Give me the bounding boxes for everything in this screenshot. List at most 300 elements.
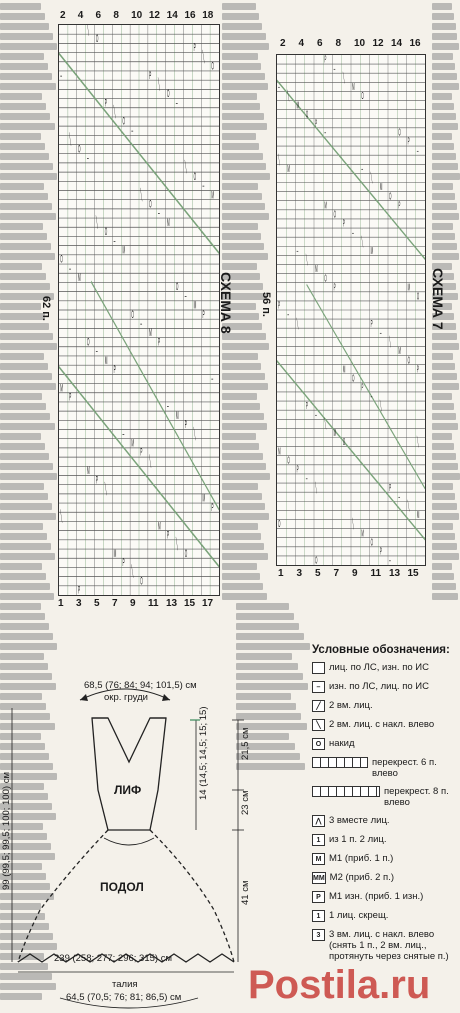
stitch-symbol: ╲	[86, 25, 89, 36]
legend-symbol-icon	[312, 757, 368, 768]
legend-label: 3 вм. лиц. с накл. влево (снять 1 п., 2 вм. лиц., протянуть через снятые п.)	[329, 929, 449, 962]
text-line	[0, 653, 44, 660]
row-number: 6	[95, 10, 102, 21]
stitch-symbol: O	[305, 107, 309, 121]
text-line	[432, 453, 456, 460]
row-number: 18	[202, 10, 214, 21]
text-line	[222, 423, 267, 430]
stitch-symbol: M	[149, 325, 152, 339]
row-number: 14	[391, 38, 403, 49]
legend-item	[312, 910, 458, 922]
stitch-symbol: –	[211, 371, 214, 385]
stitch-symbol: ╲	[352, 517, 354, 530]
scheme7-chart	[276, 54, 426, 566]
text-line	[432, 473, 460, 480]
stitch-symbol: P	[333, 280, 336, 294]
bodice-label: ЛИФ	[114, 783, 142, 797]
legend-symbol-icon	[312, 786, 380, 797]
text-line	[222, 493, 262, 500]
text-line	[432, 83, 459, 90]
stitch-symbol: M	[166, 214, 170, 229]
text-line	[0, 163, 53, 170]
text-line	[0, 493, 48, 500]
legend-label: M1 изн. (приб. 1 изн.)	[329, 891, 424, 902]
stitch-symbol: –	[113, 233, 116, 247]
text-line	[0, 613, 45, 620]
stitch-symbol: ╲	[278, 153, 280, 166]
row-number: 3	[76, 598, 82, 609]
legend-symbol-icon: M	[312, 853, 325, 865]
stitch-symbol: M	[407, 280, 411, 294]
text-line	[222, 433, 256, 440]
text-line	[0, 513, 56, 520]
text-line	[432, 103, 454, 110]
row-number: 15	[184, 598, 196, 609]
text-line	[0, 533, 47, 540]
legend-symbol-icon: P	[312, 891, 325, 903]
stitch-symbol: ╲	[140, 187, 143, 202]
text-line	[236, 643, 310, 650]
text-line	[432, 363, 455, 370]
row-number: 8	[113, 10, 119, 21]
text-line	[432, 93, 452, 100]
text-line	[0, 73, 52, 80]
stitch-symbol: M	[193, 297, 197, 312]
height-mid: 23 см	[240, 790, 251, 815]
stitch-symbol: M	[122, 242, 126, 257]
legend-items	[312, 662, 458, 962]
stitch-symbol: P	[202, 306, 205, 321]
legend-item	[312, 834, 458, 846]
text-line	[0, 133, 41, 140]
text-line	[0, 353, 44, 360]
stitch-symbol: P	[184, 417, 187, 431]
stitch-symbol: P	[407, 135, 410, 148]
text-line	[222, 153, 263, 160]
text-line	[222, 133, 256, 140]
stitch-symbol: P	[78, 582, 81, 595]
stitch-symbol: O	[104, 224, 108, 238]
stitch-symbol: –	[86, 150, 89, 165]
text-line	[222, 563, 257, 570]
stitch-symbol: O	[324, 271, 327, 285]
stitch-symbol: P	[193, 40, 196, 54]
stitch-symbol: P	[166, 527, 170, 542]
text-line	[0, 213, 56, 220]
text-line	[222, 483, 258, 490]
row-number: 7	[333, 568, 340, 579]
text-line	[222, 113, 264, 120]
stitch-symbol: M	[324, 198, 327, 212]
text-line	[236, 603, 289, 610]
text-line	[0, 523, 43, 530]
text-line	[432, 413, 456, 420]
stitch-symbol: O	[211, 58, 214, 73]
text-line	[0, 643, 57, 650]
text-line	[222, 93, 257, 100]
legend-label: 2 вм. лиц.	[329, 700, 373, 711]
waist-label: талия	[112, 979, 138, 990]
text-line	[222, 583, 263, 590]
text-line	[222, 353, 258, 360]
stitch-symbol: –	[324, 126, 327, 139]
text-line	[0, 393, 42, 400]
stitch-symbol: O	[78, 141, 81, 156]
row-number: 4	[298, 38, 305, 49]
stitch-symbol: ╲	[305, 253, 308, 266]
stitch-symbol: –	[398, 490, 401, 503]
stitch-symbol: M	[416, 508, 420, 521]
text-line	[222, 453, 263, 460]
row-number: 15	[407, 568, 419, 579]
stitch-symbol: ╲	[184, 159, 187, 174]
legend-label: из 1 п. 2 лиц.	[329, 834, 387, 845]
text-line	[0, 173, 57, 180]
row-number: 6	[317, 38, 323, 49]
text-line	[222, 503, 265, 510]
text-line	[222, 193, 262, 200]
text-line	[222, 253, 268, 260]
stitch-symbol: ╲	[342, 71, 345, 84]
text-line	[432, 333, 457, 340]
stitch-symbol: –	[122, 426, 125, 441]
height-bodice: 21,5 см	[240, 727, 251, 760]
stitch-symbol: –	[315, 408, 317, 421]
legend-symbol-icon: –	[312, 681, 325, 693]
text-line	[432, 63, 455, 70]
stitch-symbol: P	[140, 444, 143, 459]
text-line	[432, 563, 452, 570]
stitch-symbol: O	[361, 89, 364, 102]
text-line	[0, 583, 50, 590]
text-line	[222, 243, 264, 250]
text-line	[0, 553, 55, 560]
stitch-symbol: –	[140, 316, 143, 330]
legend-label: изн. по ЛС, лиц. по ИС	[329, 681, 429, 692]
text-line	[0, 23, 49, 30]
text-line	[0, 453, 49, 460]
legend-item	[312, 738, 458, 750]
text-line	[432, 23, 456, 30]
stitch-symbol: O	[342, 435, 346, 448]
text-line	[222, 543, 264, 550]
row-number: 16	[184, 10, 196, 21]
legend-item	[312, 815, 458, 827]
text-line	[432, 113, 456, 120]
text-line	[0, 633, 53, 640]
row-number: 2	[280, 38, 286, 49]
stitch-symbol: P	[379, 545, 382, 558]
stitch-symbol: M	[315, 262, 318, 275]
stitch-symbol: ╲	[202, 49, 205, 64]
stitch-symbol: –	[202, 178, 205, 192]
legend-symbol-icon: O	[312, 738, 325, 750]
stitch-symbol: O	[352, 371, 355, 385]
scheme8-chart	[58, 24, 220, 596]
stitch-symbol: P	[305, 399, 308, 412]
row-number: 17	[202, 598, 214, 609]
text-line	[432, 503, 457, 510]
text-line	[432, 343, 459, 350]
text-line	[0, 363, 48, 370]
hem-measure: 239 (258; 277; 296; 315) см	[54, 953, 172, 964]
row-number: 9	[352, 568, 358, 579]
text-line	[0, 273, 46, 280]
text-line	[222, 443, 259, 450]
text-line	[0, 323, 49, 330]
text-line	[222, 523, 258, 530]
text-line	[0, 503, 52, 510]
legend-symbol-icon: ╲	[312, 719, 325, 731]
stitch-symbol: M	[175, 408, 179, 422]
text-line	[222, 593, 267, 600]
text-line	[432, 543, 457, 550]
stitch-symbol: M	[287, 162, 290, 175]
stitch-symbol: O	[398, 126, 401, 139]
stitch-symbol: –	[95, 343, 98, 358]
stitch-symbol: –	[416, 144, 419, 157]
text-line	[0, 673, 52, 680]
text-line	[0, 443, 45, 450]
row-number: 12	[148, 10, 160, 21]
bodice-width: 14 (14,5; 14,5; 15; 15)	[198, 706, 209, 800]
legend-item	[312, 700, 458, 712]
stitch-symbol: P	[95, 472, 98, 487]
text-line	[432, 213, 459, 220]
text-line	[0, 603, 41, 610]
text-line	[432, 73, 457, 80]
text-line	[222, 23, 262, 30]
text-line	[432, 233, 455, 240]
text-line	[432, 593, 458, 600]
legend-label: 2 вм. лиц. с накл. влево	[329, 719, 435, 730]
stitch-symbol: O	[122, 113, 125, 128]
text-line	[222, 513, 269, 520]
text-line	[0, 203, 52, 210]
text-line	[0, 93, 42, 100]
text-line	[222, 393, 257, 400]
text-line	[0, 593, 54, 600]
text-line	[0, 193, 48, 200]
stitch-symbol: M	[361, 526, 364, 540]
row-number: 11	[370, 568, 382, 579]
height-skirt: 41 см	[240, 880, 251, 905]
legend-item	[312, 891, 458, 903]
text-line	[432, 463, 458, 470]
text-line	[0, 313, 45, 320]
stitch-symbol: O	[86, 334, 90, 349]
legend-symbol-icon: ⋀	[312, 815, 325, 827]
row-number: 2	[60, 10, 66, 21]
text-line	[222, 63, 261, 70]
text-line	[0, 53, 44, 60]
stitch-symbol: ╲	[158, 77, 160, 91]
legend-label: 1 лиц. скрещ.	[329, 910, 389, 921]
text-line	[0, 433, 41, 440]
stitch-symbol: ╲	[296, 317, 299, 330]
stitch-symbol: M	[278, 444, 281, 458]
text-line	[0, 413, 50, 420]
text-line	[0, 123, 55, 130]
text-line	[0, 483, 44, 490]
text-line	[0, 403, 46, 410]
text-line	[432, 203, 457, 210]
text-line	[432, 383, 459, 390]
stitch-symbol: O	[333, 208, 336, 221]
text-line	[432, 133, 452, 140]
text-line	[236, 653, 292, 660]
row-number: 9	[130, 598, 136, 609]
stitch-symbol: ╲	[287, 89, 290, 102]
stitch-symbol: ╲	[389, 335, 391, 348]
stitch-symbol: M	[104, 352, 108, 367]
text-line	[222, 73, 265, 80]
stitch-symbol: ╲	[315, 481, 317, 494]
text-line	[432, 243, 457, 250]
stitch-symbol: ╲	[95, 214, 98, 229]
stitch-symbol: –	[184, 288, 187, 303]
row-number: 10	[354, 38, 366, 49]
stitch-symbol: ╲	[361, 235, 364, 248]
legend-item	[312, 872, 458, 884]
row-number: 1	[278, 568, 284, 579]
text-line	[222, 263, 257, 270]
scheme7-grid	[277, 55, 425, 565]
legend-item	[312, 662, 458, 674]
text-line	[236, 633, 304, 640]
stitch-symbol: P	[113, 362, 116, 376]
text-line	[222, 143, 259, 150]
text-line	[432, 443, 454, 450]
text-line	[0, 143, 45, 150]
stitch-symbol: O	[60, 251, 63, 266]
text-line	[222, 223, 258, 230]
stitch-symbol: P	[211, 499, 214, 514]
stitch-symbol: M	[352, 80, 355, 93]
waist-measure: 64,5 (70,5; 76; 81; 86,5) см	[66, 992, 182, 1003]
stitch-symbol: –	[379, 326, 382, 339]
text-line	[0, 33, 53, 40]
text-line	[222, 573, 260, 580]
text-line	[0, 183, 44, 190]
text-line	[222, 173, 270, 180]
stitch-symbol: –	[158, 205, 160, 220]
row-number: 5	[315, 568, 321, 579]
row-number: 11	[148, 598, 159, 609]
text-line	[222, 213, 269, 220]
text-line	[0, 543, 51, 550]
stitch-symbol: P	[149, 67, 152, 82]
stitch-symbol: M	[211, 187, 215, 202]
text-line	[432, 423, 458, 430]
stitch-symbol: P	[104, 95, 107, 110]
text-line	[432, 33, 457, 40]
text-line	[0, 233, 47, 240]
text-line	[432, 173, 460, 180]
legend-item	[312, 853, 458, 865]
scheme7-title: СХЕМА 7	[430, 268, 446, 330]
stitch-symbol: O	[95, 31, 99, 45]
text-line	[236, 613, 294, 620]
text-line	[432, 193, 455, 200]
stitch-symbol: P	[315, 116, 318, 130]
stitch-symbol: ╲	[370, 171, 373, 184]
stitch-symbol: M	[296, 98, 300, 111]
legend-symbol-icon: ╱	[312, 700, 325, 712]
legend-label: M1 (приб. 1 п.)	[329, 853, 394, 864]
text-line	[0, 473, 57, 480]
text-line	[432, 123, 458, 130]
text-line	[432, 53, 453, 60]
stitch-symbol: –	[287, 308, 290, 321]
row-number: 13	[389, 568, 401, 579]
row-number: 13	[166, 598, 178, 609]
text-line	[236, 623, 299, 630]
stitch-symbol: O	[416, 290, 420, 303]
stitch-symbol: –	[370, 390, 373, 403]
text-line	[432, 13, 454, 20]
legend-item	[312, 757, 458, 779]
text-line	[0, 343, 57, 350]
row-number: 1	[58, 598, 64, 609]
text-line	[222, 463, 266, 470]
text-line	[432, 43, 459, 50]
text-line	[222, 53, 258, 60]
text-line	[0, 383, 56, 390]
stitch-symbol: –	[175, 95, 178, 110]
stitch-symbol: O	[166, 86, 170, 100]
stitch-symbol: P	[342, 217, 345, 230]
stitch-symbol: M	[379, 180, 383, 193]
stitch-symbol: P	[158, 334, 161, 349]
stitch-symbol: M	[131, 435, 135, 450]
text-line	[432, 573, 454, 580]
stitch-symbol: P	[278, 299, 281, 312]
stitch-symbol: ╲	[324, 417, 327, 430]
stitch-symbol: O	[389, 189, 392, 203]
legend-label: 3 вместе лиц.	[329, 815, 390, 826]
text-line	[222, 473, 270, 480]
text-line	[222, 43, 269, 50]
stitch-symbol: –	[352, 226, 354, 239]
text-line	[0, 463, 53, 470]
stitch-symbol: ╲	[379, 399, 382, 412]
stitch-symbol: O	[175, 279, 179, 293]
bust-label: окр. груди	[104, 692, 148, 703]
stitch-symbol: O	[287, 453, 290, 467]
legend-label: накид	[329, 738, 355, 749]
text-line	[0, 303, 41, 310]
row-number: 4	[77, 10, 84, 21]
stitch-symbol: M	[158, 518, 161, 532]
text-line	[0, 83, 56, 90]
text-line	[0, 263, 42, 270]
legend-label: лиц. по ЛС, изн. по ИС	[329, 662, 429, 673]
text-line	[0, 3, 41, 10]
stitch-symbol: P	[416, 362, 419, 376]
stitch-symbol: P	[296, 463, 299, 476]
legend-label: M2 (приб. 2 п.)	[329, 872, 394, 883]
text-line	[0, 223, 43, 230]
row-number: 5	[94, 598, 100, 609]
stitch-symbol: P	[122, 555, 125, 569]
text-line	[432, 553, 459, 560]
scheme8-stitch-count: 62 п.	[40, 296, 52, 321]
text-line	[222, 83, 268, 90]
text-line	[222, 343, 269, 350]
text-line	[432, 433, 452, 440]
stitch-symbol: O	[184, 545, 188, 560]
